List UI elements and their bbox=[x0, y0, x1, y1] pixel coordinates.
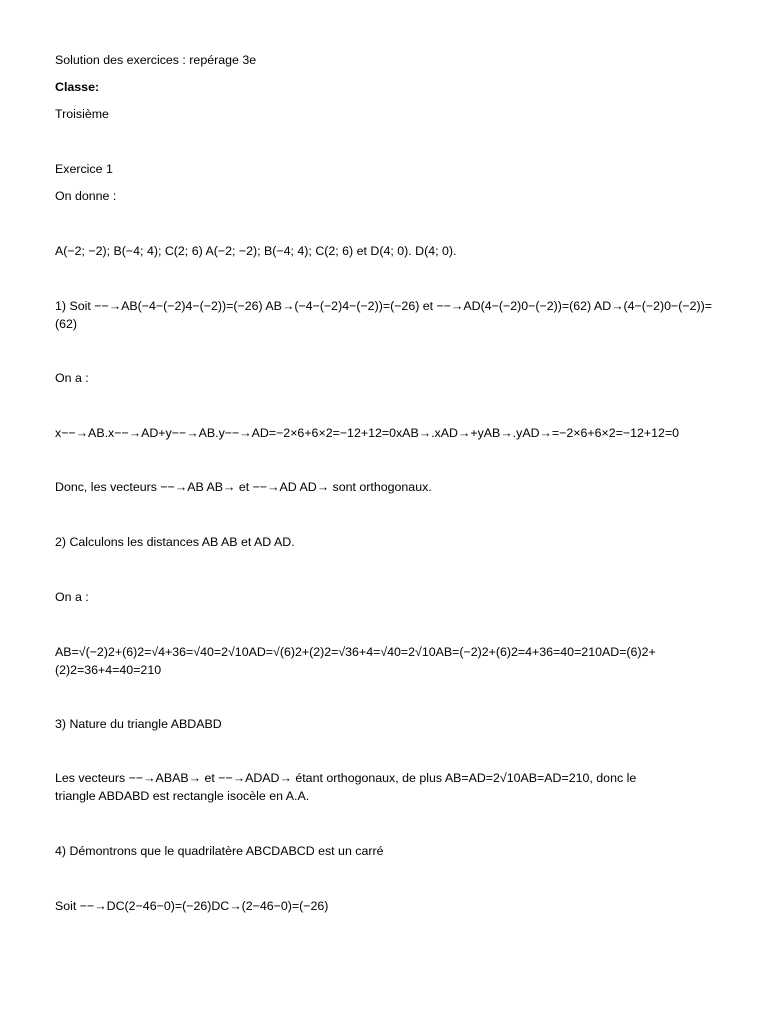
vector-dc-definition: Soit −−→DC(2−46−0)=(−26)DC→(2−46−0)=(−26) bbox=[55, 899, 329, 913]
question-2: 2) Calculons les distances AB AB et AD AD. bbox=[55, 535, 295, 549]
document-title: Solution des exercices : repérage 3e bbox=[55, 53, 257, 67]
points-definition: A(−2; −2); B(−4; 4); C(2; 6) A(−2; −2); B(−4; 4); C(2; 6) et D(4; 0). D(4; 0). bbox=[55, 244, 457, 258]
on-a-text-1: On a : bbox=[55, 371, 89, 385]
on-a-text-2: On a : bbox=[55, 590, 89, 604]
question-4: 4) Démontrons que le quadrilatère ABCDABCD est un carré bbox=[55, 844, 384, 858]
classe-label: Classe: bbox=[55, 80, 100, 94]
on-donne-text: On donne : bbox=[55, 189, 117, 203]
question-3: 3) Nature du triangle ABDABD bbox=[55, 717, 222, 731]
exercice-heading: Exercice 1 bbox=[55, 162, 113, 176]
conclusion-orthogonal: Donc, les vecteurs −−→AB AB→ et −−→AD AD→ sont orthogonaux. bbox=[55, 480, 432, 494]
conclusion-triangle: Les vecteurs −−→ABAB→ et −−→ADAD→ étant orthogonaux, de plus AB=AD=2√10AB=AD=210, donc le triangle ABDABD est rectangle isocèle en A.A. bbox=[55, 771, 637, 803]
classe-value: Troisième bbox=[55, 107, 109, 121]
distances-equation: AB=√(−2)2+(6)2=√4+36=√40=2√10AD=√(6)2+(2)2=√36+4=√40=2√10AB=(−2)2+(6)2=4+36=40=210AD=(6)2+(2)2=36+4=40=210 bbox=[55, 645, 656, 677]
question-1: 1) Soit −−→AB(−4−(−2)4−(−2))=(−26) AB→(−4−(−2)4−(−2))=(−26) et −−→AD(4−(−2)0−(−2))=(62) AD→(4−(−2)0−(−2))=(62) bbox=[55, 299, 713, 331]
scalar-product-equation: x−−→AB.x−−→AD+y−−→AB.y−−→AD=−2×6+6×2=−12+12=0xAB→.xAD→+yAB→.yAD→=−2×6+6×2=−12+12=0 bbox=[55, 426, 680, 440]
